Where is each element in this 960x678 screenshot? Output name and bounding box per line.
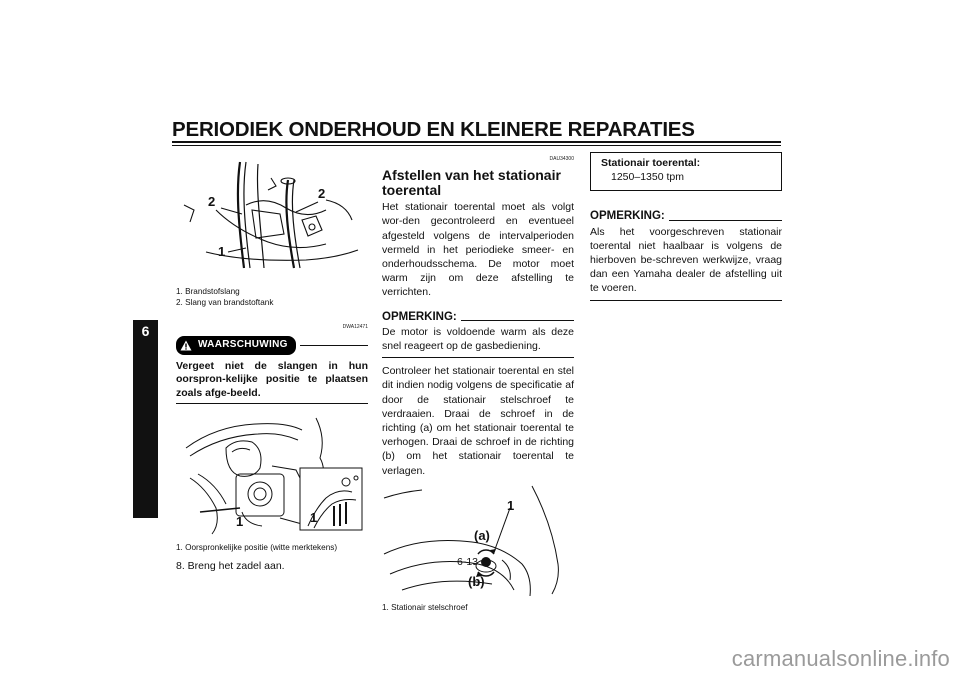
procedure-paragraph: Controleer het stationair toerental en stel dit indien nodig volgens de specificatie af door de stationair stelschroef te verdraaien. Draai de schroef in de richting (a) om het stationair toerental te verhogen. Draai de schroef in de richting (b) om het stationair toerental te verlagen. [382,365,574,477]
figure1-label-1: 1 [218,244,226,259]
figure3-label-b: (b) [468,573,485,589]
title-rule [172,141,781,143]
watermark: carmanualsonline.info [731,646,950,671]
warning-label: WAARSCHUWING [198,339,288,351]
figure3-label-1: 1 [507,497,515,513]
warning-badge [176,336,296,354]
note-text-right: Als het voorgeschreven stationair toerental niet haalbaar is volgens de hierboven be-schreven werkwijze, vraag dan een Yamaha dealer de afstelling uit te voeren. [590,225,782,295]
figure-idle-screw [382,484,574,596]
figure2-caption: 1. Oorspronkelijke positie (witte merktekens) [176,543,338,553]
note-bottom-rule-right [590,300,782,301]
note-rule-right [669,220,782,221]
figure1-label-2b: 2 [318,186,326,201]
warning-code: DWA12471 [342,324,368,331]
note-label: OPMERKING: [382,310,457,323]
note-bottom-rule [382,357,574,358]
figure3-label-a: (a) [474,527,490,543]
note-header [382,310,574,324]
caption-item: 2. Slang van brandstoftank [176,298,274,308]
caption-item: 1. Brandstofslang [176,287,240,297]
figure3-caption: 1. Stationair stelschroef [382,603,468,613]
note-text: De motor is voldoende warm als deze snel reageert op de gasbediening. [382,325,574,353]
chapter-tab [133,320,158,518]
page-title: PERIODIEK ONDERHOUD EN KLEINERE REPARATIES [172,118,695,141]
warning-bottom-rule [176,403,368,404]
note-header-right [590,209,782,223]
page-number: 6-13 [457,556,479,568]
note-label-right: OPMERKING: [590,210,665,223]
step-8: 8. Breng het zadel aan. [176,560,285,573]
figure-fuel-hoses [176,150,368,280]
figure2-label-1b: 1 [310,510,318,526]
spec-label: Stationair toerental: [601,157,701,169]
note-rule [461,320,574,321]
figure1-captions [176,286,368,308]
column-right [590,152,782,301]
figure-original-position [176,408,368,536]
warning-header-rule [300,345,368,346]
section-code: DAU34300 [549,156,574,162]
warning-text: Vergeet niet de slangen in hun oorspron-kelijke positie te plaatsen zoals afge-beeld. [176,359,368,399]
title-rule-thin [172,145,781,146]
intro-paragraph: Het stationair toerental moet als volgt wor-den gecontroleerd en eventueel afgesteld volgens de intervalperioden vermeld in het periodieke smeer- en onderhoudsschema. De motor moet warm zijn om deze afstelling te verrichten. [382,201,574,299]
chapter-number: 6 [141,323,150,339]
figure1-label-2a: 2 [208,194,216,209]
warning-triangle-icon [180,340,192,351]
spec-value: 1250–1350 tpm [611,171,684,184]
column-left [176,150,368,574]
figure2-label-1a: 1 [236,514,244,530]
spec-box [590,152,782,191]
column-middle [382,152,574,613]
warning-header [176,336,368,354]
section-heading: Afstellen van het stationair toerental [382,167,561,199]
